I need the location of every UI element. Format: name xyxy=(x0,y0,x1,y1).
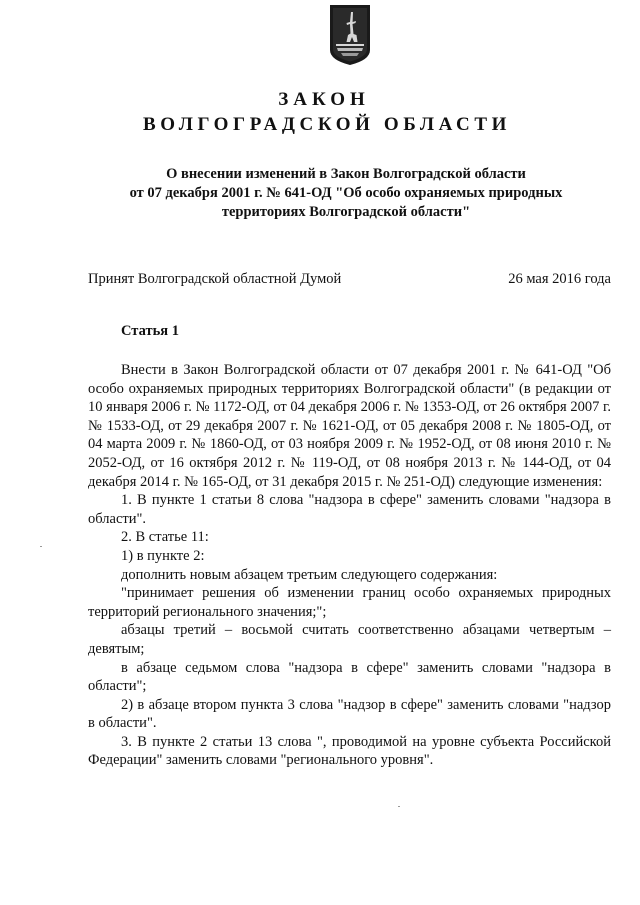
paragraph: 1. В пункте 1 статьи 8 слова "надзора в сфере" заменить словами "надзора в области". xyxy=(88,492,611,527)
paragraph: дополнить новым абзацем третьим следующего содержания: xyxy=(121,566,498,583)
paragraph: "принимает решения об изменении границ особо охраняемых природных территорий регионального значения;"; xyxy=(88,585,611,620)
subject-line: О внесении изменений в Закон Волгоградской области xyxy=(166,166,526,182)
adoption-date: 26 мая 2016 года xyxy=(508,271,611,287)
law-region-title: ВОЛГОГРАДСКОЙ ОБЛАСТИ xyxy=(142,114,512,135)
paragraph: Внести в Закон Волгоградской области от 07 декабря 2001 г. № 641-ОД "Об особо охраняемых природных территориях Волгоградской области" (в редакции от 10 января 2006 г. № 1172-ОД, от 04 декабря 2006 г. № 1353-ОД, от 26 октября 2007 г. № 1533-ОД, от 29 декабря 2007 г. № 1621-ОД, от 05 декабря 2008 г. № 1805-ОД, от 04 марта 2009 г. № 1860-ОД, от 03 ноября 2009 г. № 1952-ОД, от 08 июня 2010 г. № 2052-ОД, от 16 октября 2012 г. № 119-ОД, от 08 ноября 2013 г. № 144-ОД, от 04 декабря 2014 г. № 165-ОД, от 31 декабря 2015 г. № 251-ОД) следующие изменения: xyxy=(88,362,611,490)
volgograd-coat-of-arms-icon xyxy=(329,4,371,66)
scan-speck xyxy=(40,546,42,547)
article-body xyxy=(88,361,611,770)
paragraph: в абзаце седьмом слова "надзора в сфере" заменить словами "надзора в области"; xyxy=(88,659,611,695)
article-heading: Статья 1 xyxy=(121,323,179,339)
paragraph: 3. В пункте 2 статьи 13 слова ", проводимой на уровне субъекта Российской Федерации" заменить словами "регионального уровня". xyxy=(88,733,611,769)
scan-speck xyxy=(398,806,400,807)
subject-line: территориях Волгоградской области" xyxy=(221,204,471,220)
law-title: ЗАКОН xyxy=(278,89,370,110)
paragraph: абзацы третий – восьмой считать соответственно абзацами четвертым – девятым; xyxy=(88,622,611,657)
law-subject xyxy=(90,165,602,222)
subject-line: от 07 декабря 2001 г. № 641-ОД "Об особо охраняемых природных xyxy=(129,185,563,201)
paragraph: 1) в пункте 2: xyxy=(121,547,205,564)
adopted-by: Принят Волгоградской областной Думой xyxy=(88,271,342,287)
paragraph: 2) в абзаце втором пункта 3 слова "надзор в сфере" заменить словами "надзор в области". xyxy=(88,696,611,732)
paragraph: 2. В статье 11: xyxy=(121,529,209,546)
